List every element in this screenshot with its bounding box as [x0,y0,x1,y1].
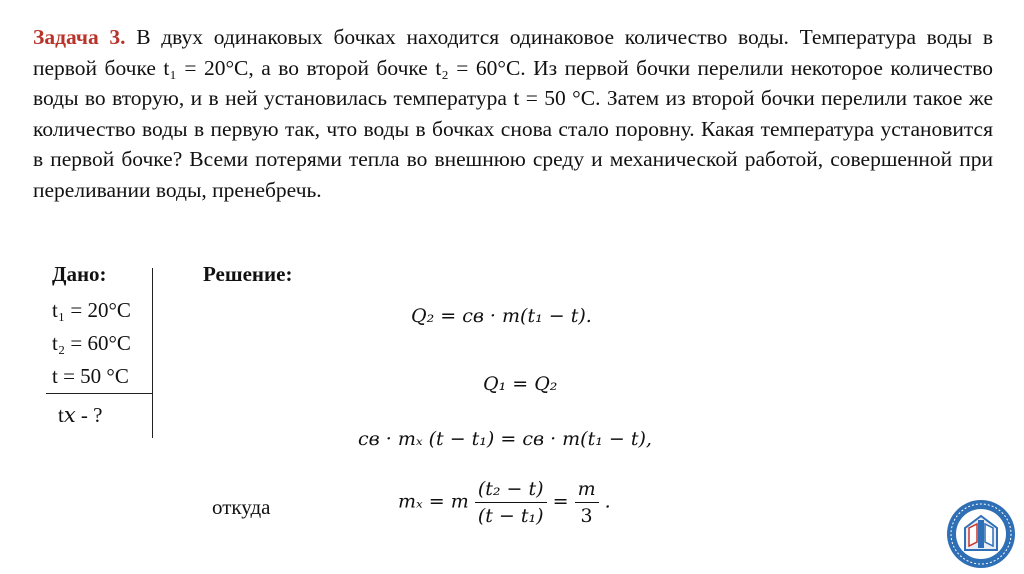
equation-result [398,478,611,527]
equation-heat-q2: Q₂ = cв · m(t₁ − t). [411,305,592,327]
given-title: Дано: [52,262,107,286]
equation-balance: Q₁ = Q₂ [483,373,558,395]
given-row-t1: t₁ = 20°C [52,298,131,322]
result-fraction-numerator: (t₂ − t) [475,478,547,503]
equation-expanded: cв · mₓ (t − t₁) = cв · m(t₁ − t), [358,428,652,450]
word-whence: откуда [212,495,271,519]
given-row-t2: t₂ = 60°C [52,331,131,355]
given-divider [46,393,152,394]
result-simple-denominator: 3 [580,505,593,527]
result-period: . [604,490,611,513]
problem-text: В двух одинаковых бочках находится одинаковое количество воды. Температура воды в первой бочке t₁ = 20°С, а во второй бочке t₂ = 60°С. Из первой бочки перелили некоторое количество воды во вторую, и в ней установилась температура t = 50 °С. Затем из второй бочки перелили такое же количество воды в первую так, что воды в бочках снова стало поровну. Какая температура установится в первой бочке? Всеми потерями тепла во внешнюю среду и механической работой, совершенной при переливании воды, пренебречь. [33,25,993,202]
given-unknown: t𝑥 - ? [58,403,103,427]
given-row-t: t = 50 °C [52,364,129,388]
problem-label: Задача 3. [33,25,126,49]
result-left: mₓ = m [398,490,469,513]
result-fraction-denominator: (t − t₁) [477,505,544,527]
olympiad-logo-icon [945,498,1017,570]
problem-statement [33,22,993,205]
result-equals: = [552,490,569,513]
result-simple-numerator: m [575,478,599,503]
result-fraction [475,478,547,527]
solution-title: Решение: [203,262,293,286]
result-simple-fraction [575,478,599,527]
given-border [152,268,153,438]
